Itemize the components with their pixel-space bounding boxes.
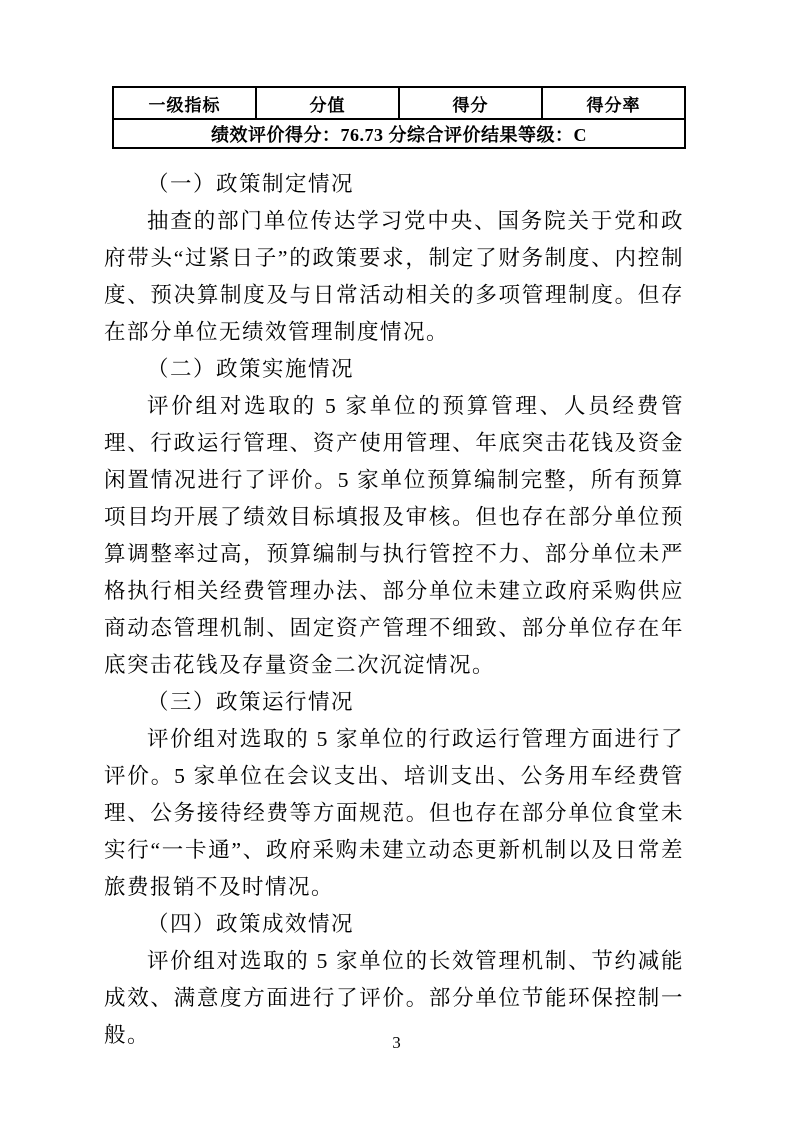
section-paragraph: 评价组对选取的 5 家单位的长效管理机制、节约减能成效、满意度方面进行了评价。部分单位节能环保控制一般。 [104,949,684,1047]
section-paragraph: 抽查的部门单位传达学习党中央、国务院关于党和政府带头“过紧日子”的政策要求，制定了财务制度、内控制度、预决算制度及与日常活动相关的多项管理制度。但存在部分单位无绩效管理制度情况。 [104,209,684,344]
page-number: 3 [392,1033,401,1052]
table-header-score: 得分 [399,87,542,119]
score-table-header-row [113,87,685,119]
section-paragraph: 评价组对选取的 5 家单位的行政运行管理方面进行了评价。5 家单位在会议支出、培训支出、公务用车经费管理、公务接待经费等方面规范。但也存在部分单位食堂未实行“一卡通”、政府采购未建立动态更新机制以及日常差旅费报销不及时情况。 [104,727,684,899]
table-header-score-rate: 得分率 [542,87,685,119]
section-heading: （二）政策实施情况 [147,357,355,381]
section-paragraph: 评价组对选取的 5 家单位的预算管理、人员经费管理、行政运行管理、资产使用管理、年底突击花钱及资金闲置情况进行了评价。5 家单位预算编制完整，所有预算项目均开展了绩效目标填报及审核。但也存在部分单位预算调整率过高，预算编制与执行管控不力、部分单位未严格执行相关经费管理办法、部分单位未建立政府采购供应商动态管理机制、固定资产管理不细致、部分单位存在年底突击花钱及存量资金二次沉淀情况。 [104,394,684,677]
score-table [112,86,686,149]
section-heading: （四）政策成效情况 [147,912,355,936]
section-policy-effectiveness [104,906,684,1054]
document-body [104,166,684,1054]
section-policy-operation [104,684,684,906]
section-heading: （三）政策运行情况 [147,690,355,714]
section-heading: （一）政策制定情况 [147,172,355,196]
table-header-level1-indicator: 一级指标 [113,87,256,119]
score-summary-row [113,119,685,148]
score-summary-cell: 绩效评价得分：76.73 分综合评价结果等级：C [113,119,685,148]
section-policy-formulation [104,166,684,351]
table-header-score-value: 分值 [256,87,399,119]
section-policy-implementation [104,351,684,684]
